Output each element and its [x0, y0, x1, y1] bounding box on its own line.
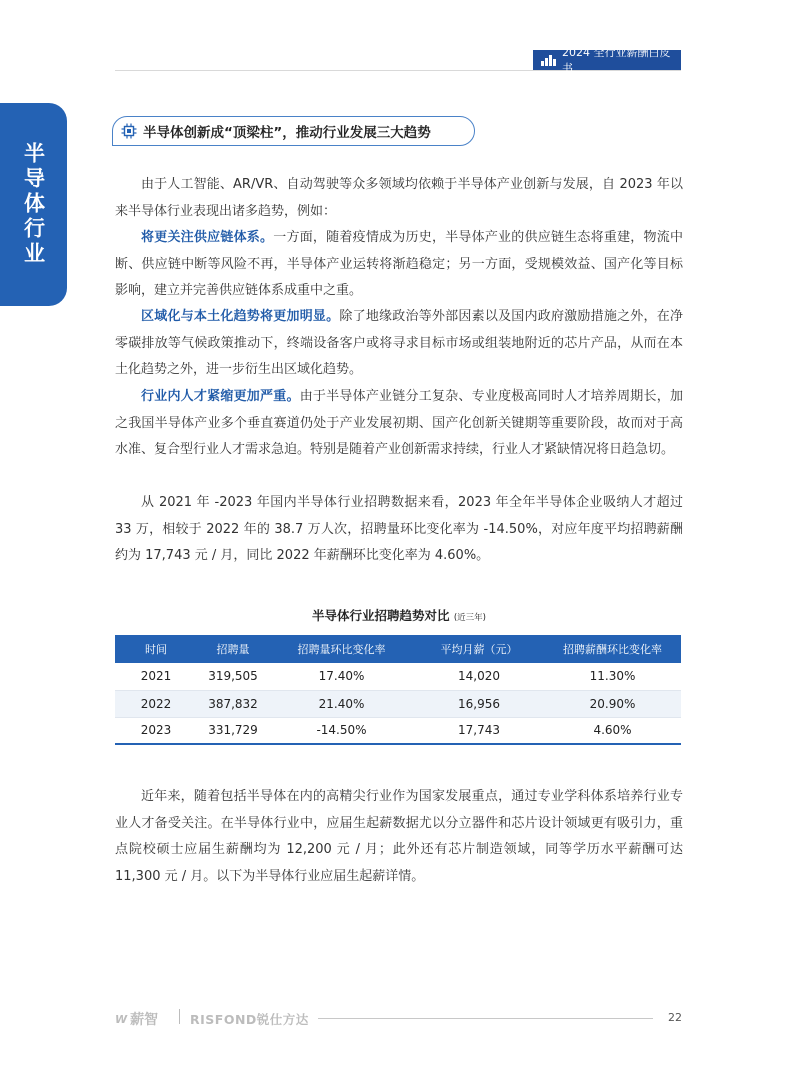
- table-cell: 2023: [115, 717, 197, 744]
- paragraph-regionalization: [115, 304, 683, 384]
- risfond-logo: RISFOND锐仕方达: [190, 1012, 309, 1027]
- footer-divider: [318, 1018, 653, 1019]
- table-cell: 331,729: [197, 717, 269, 744]
- paragraph-talent-text: 由于半导体产业链分工复杂、专业度极高同时人才培养周期长，加之我国半导体产业多个垂直赛道仍处于产业发展初期、国产化创新关键期等重要阶段，故而对于高水准、复合型行业人才需求急迫。特别是随着产业创新需求持续，行业人才紧缺情况将日趋急切。: [115, 389, 683, 457]
- header-badge-text: 2024 全行业薪酬白皮书: [562, 46, 671, 75]
- page-number: 22: [668, 1011, 682, 1024]
- table-cell: 17.40%: [269, 663, 414, 690]
- paragraph-supply-chain: [115, 225, 683, 305]
- paragraph-supply-chain-text: 一方面，随着疫情成为历史，半导体产业的供应链生态将重建，物流中断、供应链中断等风险不再，半导体产业运转将渐趋稳定；另一方面，受规模效益、国产化等目标影响，建立并完善供应链体系成重中之重。: [115, 230, 683, 298]
- recruitment-table: [115, 635, 681, 745]
- table-header-cell: 平均月薪（元）: [414, 635, 544, 663]
- table-header-cell: 招聘量: [197, 635, 269, 663]
- table-cell: 17,743: [414, 717, 544, 744]
- table-row: [115, 717, 681, 744]
- table-cell: 16,956: [414, 690, 544, 717]
- chip-icon: [121, 123, 137, 139]
- xinzhi-logo-text: 薪智: [130, 1012, 159, 1028]
- side-tab: [0, 103, 67, 306]
- paragraph-graduates: 近年来，随着包括半导体在内的高精尖行业作为国家发展重点，通过专业学科体系培养行业专业人才备受关注。在半导体行业中，应届生起薪数据尤以分立器件和芯片设计领域更有吸引力，重点院校硕士应届生薪酬均为 12,200 元 / 月；此外还有芯片制造领域，同等学历水平薪酬可达 11,300 元 / 月。以下为半导体行业应届生起薪详情。: [115, 789, 683, 884]
- header-badge: [533, 46, 681, 75]
- table-header-cell: 时间: [115, 635, 197, 663]
- table-cell: 319,505: [197, 663, 269, 690]
- table-cell: 21.40%: [269, 690, 414, 717]
- table-cell: 387,832: [197, 690, 269, 717]
- paragraph-talent: [115, 384, 683, 464]
- paragraph-regionalization-text: 除了地缘政治等外部因素以及国内政府激励措施之外，在净零碳排放等气候政策推动下，终端设备客户或将寻求目标市场或组装地附近的芯片产品，从而在本土化趋势之外，进一步衍生出区域化趋势。: [115, 309, 683, 377]
- section-title: 半导体创新成“顶梁柱”，推动行业发展三大趋势: [143, 125, 431, 141]
- highlight-supply-chain: 将更关注供应链体系。: [141, 230, 274, 245]
- table-cell: 11.30%: [544, 663, 681, 690]
- table-cell: 2021: [115, 663, 197, 690]
- table-subtitle: (近三年): [453, 613, 486, 623]
- footer-logo-separator: [179, 1009, 180, 1024]
- table-cell: 14,020: [414, 663, 544, 690]
- table-cell: 2022: [115, 690, 197, 717]
- highlight-regionalization: 区域化与本土化趋势将更加明显。: [141, 309, 340, 324]
- bar-chart-icon: [541, 55, 556, 66]
- paragraph-intro: 由于人工智能、AR/VR、自动驾驶等众多领域均依赖于半导体产业创新与发展，自 2023 年以来半导体行业表现出诸多趋势，例如：: [115, 177, 683, 219]
- table-cell: 4.60%: [544, 717, 681, 744]
- xinzhi-logo: [115, 1009, 158, 1029]
- table-title-text: 半导体行业招聘趋势对比: [311, 608, 450, 623]
- table-header-row: [115, 635, 681, 663]
- table-header-cell: 招聘量环比变化率: [269, 635, 414, 663]
- xinzhi-mark-icon: W: [115, 1012, 127, 1026]
- table-title: [115, 606, 683, 624]
- section-title-box: [112, 116, 475, 146]
- highlight-talent: 行业内人才紧缩更加严重。: [141, 389, 300, 404]
- table-row: [115, 690, 681, 717]
- table-row: [115, 663, 681, 690]
- table-cell: 20.90%: [544, 690, 681, 717]
- side-tab-label: 半导体行业: [21, 142, 46, 267]
- table-header-cell: 招聘薪酬环比变化率: [544, 635, 681, 663]
- paragraph-recruitment-data: 从 2021 年 -2023 年国内半导体行业招聘数据来看，2023 年全年半导体企业吸纳人才超过 33 万，相较于 2022 年的 38.7 万人次，招聘量环比变化率为 -14.50%，对应年度平均招聘薪酬约为 17,743 元 / 月，同比 2022 年薪酬环比变化率为 4.60%。: [115, 495, 683, 563]
- table-cell: -14.50%: [269, 717, 414, 744]
